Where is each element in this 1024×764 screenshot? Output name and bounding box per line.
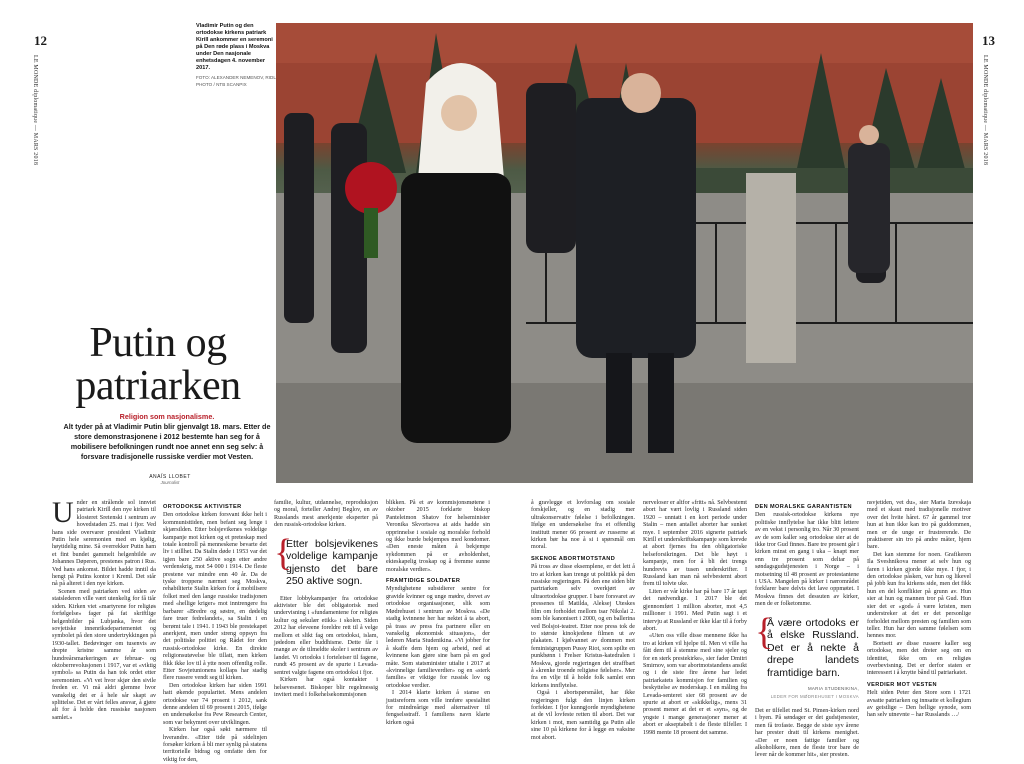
- paragraph: nerveloser er altfor «fritt» nå. Selvbestemt abort har vært lovlig i Russland siden 1920 – unntatt i en kort periode under Stalin – men antallet aborter har sunket mye. I september 2016 signerte patriark Kirill et underskriftskampanje som krevde at abort fjernes fra den obligatoriske helseforsikringen. Det ble høyt i kampanje, men for å bli det trengs hundrevis av tusen underskrifter. I Russland kan man nå selvbestemt abort frem til tolvte uke.: [643, 500, 747, 588]
- column-3: [274, 500, 378, 722]
- paragraph: På tross av disse eksemplene, er det lett å tro at kirken kan trenge ut politikk på den russiske regjeringen. På den ene siden blir partriarken selv overkjørt av ultraortodokse grupper. I bare forsvaret av pressenes til Matilda, Aleksej Uteskes film om forholdet mellom tsar Nikolai 2. som ble kanonisert i 2000, og en ballerina ved Bolsjoi-teatret. Etter noe press tok de to største kinokjedene filmen ut av plakaten. I kjølvannet av dommen mot feministgruppen Pussy Riot, som spilte en punkbønn i Frelser Kristus-katedralen i Moskva, gjorde regjeringen det straffbart å «krenke troende religiøse følelser». Mer fra en vilje til å holde folk samlet enn kirkens innflytelse.: [531, 564, 635, 689]
- photo-illustration: [276, 23, 973, 483]
- subheading: ORTODOKSE AKTIVISTER: [163, 504, 242, 510]
- pull-quote-brace-icon: {: [755, 610, 774, 653]
- paragraph: Også i abortspørsmålet, har ikke regjeringen fulgt den linjen kirken forfekter. I fjor kunngjorde myndighetene at de vil lovfeste retten til abort. Det var kirken i mot, men samtidig ga Putin alle sine 10 på kirkene for å legge en vaksine mot abort.: [531, 690, 635, 741]
- author-name: ANAÏS LLOBET: [149, 474, 191, 480]
- paragraph: «Uten oss ville disse mennene ikke ha tro at kirken vil hjelpe til. Men vi ville ha fått dem til å stemme med sine sjeler og for en sterk prestekirke», sier fader Dmitri Smirnov, som var abortmotstandens ansikt og i de siste fire årene har ledet patriarkatets kommisjon for familien og beskyttelse av moderskap. I en måling fra Levada-senteret sier 68 prosent av de spurte at abort er «skikkelig», mens 31 prosent mener at det er et «syn», og de yngste i mange generasjoner mener at abort er akseptabelt i de fleste tilfeller. I 1998 mente 18 prosent det samme.: [643, 633, 747, 736]
- paragraph: Scenen med patriarken ved siden av statslederen ville vært utenkelig for få tiår siden. Kirken viet «martyrene for religiøs forfølgelse» fager på fat skriftlige helgenbilder på Lubjanka, hvor det sovjetiske innenriksdepartementet og symbolet på den store undertrykkingen på 1930-tallet. Bedøvinger om tusenvis av drepte kristne samme år som hundreårsmarkeringen av februar- og oktoberrevolusjonen i 1917, var et «viktig symbol» sa Putin da han tok ordet etter seremonien. «Vi vet hvor skjør den sivile freden er. Vi må aldri glemme hvor vanskelig det er å hele sår skapt av splittelse. Det er vårt felles ansvar, å gjøre alt for å holde den russiske nasjonen samlet.»: [52, 588, 156, 721]
- paragraph: Kirken har også søkt nærmere til hverandre. «Etter tide på sidelinjen forsøker kirken å bli mer synlig på statens territorielle bidrag og omfatte den for viktig for den,: [163, 727, 267, 763]
- pull-quote-brace-icon: {: [274, 531, 293, 574]
- article-deck: [62, 412, 272, 462]
- paragraph: å gravlegge et lovforslag om sosiale forskjeller, og en stadig mer ultrakonservativ følelse i befolkningen. Ifølge en undersøkelse fra et offentlig institutt mener 66 prosent av russerne at kirken bør ha noe å si i spørsmål om moral.: [531, 500, 635, 551]
- paragraph: Det er tilfellet med St. Pimen-kirken nord i byen. På søndager er det gudstjenester, men få trofaste. Begge de siste syv årene har prester dratt til kirkens menighet. «Der er noen fattige familier og alkoholikere, men de fleste tror bare de lever når de kommer hit», sier presten.: [755, 708, 859, 759]
- column-5: [531, 500, 635, 741]
- photo-caption-text: Vladimir Putin og den ortodokse kirkens patriark Kirill ankommer en seremoni på Den røde plass i Moskva under Den nasjonale enhetsdagen 4. november 2017.: [196, 23, 273, 71]
- article-headline: [40, 322, 276, 408]
- photo-credit: FOTO: ALEXANDER NEMENOV, RIDL PHOTO / NTB SCANPIX: [196, 75, 276, 87]
- column-7: [755, 500, 859, 759]
- paragraph: Liten er vår kirke har på bare 17 år tapt det nødvendige. I 2017 ble det gjennomført 1 million aborter, mot 4,5 millioner i 1991. Med Putin sagt i et intervju at Russland er ikke klar til å forby abort.: [643, 588, 747, 632]
- subheading: FRAMTIDIGE SOLDATER: [386, 578, 461, 585]
- paragraph: Etter lobbykampanjer fra ortodokse aktivister ble det obligatorisk med undervisning i «fundamentene for religiøs kultur og sekulær etikk» i skolen. Siden 2012 har eleveene foreldre rett til å velge mellom et slikt fag om ortodoksi, islam, jødedom eller buddhisme. Dette får i mange av de tilmeldte skoler i sentrum av landet. Vi ortodoks i forteleiser til fagene, rundt 45 prosent av de spurte i Levada-sentret valgte fagene om ortodoksi i fjor.: [274, 595, 378, 676]
- subheading: VERDIER MOT VESTEN: [867, 681, 937, 688]
- pull-quote: [755, 610, 859, 680]
- right-page-number: 13: [982, 33, 995, 48]
- headline-line-2: patriarken: [75, 363, 241, 409]
- subheading: DEN MORALSKE GARANTISTEN: [755, 504, 852, 510]
- column-2: [163, 500, 267, 763]
- author-role: Journalist: [160, 480, 180, 485]
- paragraph: Det kan stemme for noen. Grafikeren Ila Sveshnikova mener at selv hun og faren i kirken gjorde ikke mye. I fjor, i den ortodokse påsken, var hun og likevel på jobb kun fra kirkens side, men det fikk hun en del konflikter på grunn av. Hun sier at hun og mannen tror på Gud. Hun sier det er «god» å være kristen, men understreker at det er det personlige forholdet mellom presten og familien som teller. Hun har den samme følelsen som hennes mor.: [867, 551, 971, 640]
- paragraph: Helt siden Peter den Store som i 1721 avsatte patriarken og innsatte et kollegium av geistlige – Den hellige synode, som han selv utnevnte – har Russlands …/: [867, 690, 971, 719]
- pull-quote-source-name: MARIA STUDENIKINA,: [807, 686, 859, 692]
- article-kicker: Religion som nasjonalisme.: [119, 412, 215, 421]
- paragraph: familie, kultur, utdannelse, reproduksjon og moral, forteller Andrej Beglov, en av Russlands mest anerkjente eksperter på den russisk-ortodokse kirken.: [274, 500, 378, 529]
- article-lead: Alt tyder på at Vladimir Putin blir gjenvalgt 18. mars. Etter de store demonstrasjonene i 2012 bestemte han seg for å mobilisere befolkningen rundt noe annet enn seg selv: å forsvare tradisjonelle russiske verdier mot Vesten.: [63, 422, 271, 461]
- paragraph-text: nder en strålende sol innviet patriark Kirill den nye kirken til klosteret Sretenski i sentrum av hovedstaden 25. mai i fjor. Ved hans side overvarer president Vladimir Putin hele seremonien med en kjølig, høytidelig mine. Så overrekker Putin ham et fint bundet gammelt helgenbilde av Johannes Døperen, prestenes patron i Rus. Ved hans ankomst. Bildet hadde inntil da hengt på Putins kontor i Kreml. Det står nå på alteret i den nye kirken.: [52, 500, 156, 588]
- paragraph: [52, 496, 156, 589]
- right-running-head: LE MONDE diplomatique — MARS 2018: [982, 55, 988, 166]
- paragraph: Den ortodokse kirken har siden 1991 hatt økende popularitet. Mens andelen ortodokse var 74 prosent i 2012, sank denne andelen til 69 prosent i 2015, ifølge en undersøkelse fra Pew Research Center, som var bekymret over utviklingen.: [163, 682, 267, 726]
- subheading: SKENOE ABORTMOTSTAND: [531, 555, 616, 562]
- photo-caption: [196, 23, 276, 88]
- pull-quote-text: Etter bolsjevikenes voldelige kampanje gjensto det bare 250 aktive sogn.: [286, 537, 378, 588]
- paragraph: I 2014 klarte kirken å stanse en justisreform som ville innføre spesialitet for mindreårige med alternativer til fengselsstraff. I familiens navn klarte kirken også: [386, 690, 490, 726]
- paragraph: Myndighetene subsidierer sentre for gravide kvinner og unge mødre, drevet av ortodokse organisasjoner, slik som Mødrehuset i sentrum av Moskva. «De stadig kvinnene her har nektet å ta abort, på trass av press fra partnere eller en vanskelig økonomisk situasjon», der lederen Maria Studenikina. «Vi jobber for å skaffe dem hjem og arbeid, ned at kvinnene kan gjøre sine barn på en god måte. Som statsminister uttalte i 2017 at «kvinnelige familieverdier» og en «sterk familie» er viktige for russisk lov og ortodokse verdier.: [386, 586, 490, 689]
- paragraph: nsvjetiden, vet du», sier Maria Izevskaja med et skaut med tradisjonelle motiver over det hvite håret. 67 år gammel tror hun at hun ikke kan tro på guddommen, men er de unge er frustrerende. De praktiserer sin tro på andre måter, hjem bare.: [867, 500, 971, 551]
- paragraph: Den ortodokse kirken forsvant ikke helt i kommunisttiden, men befant seg lenge i skjærsilden. Etter bolsjevikenes voldelige kampanje mot kirken og et preteskap med totale kontroll på menneskene bevarte det liv i stillhet. Da Stalin døde i 1953 var det igjen bare 250 aktive sogn etter andre verdenskrig, mot 54 000 i 1914. De fleste prestene var mindre enn 40 år. Da de tyske troppene nærmet seg Moskva, rehabiliterte Stalin kirken for å mobilisere folket med den lange russiske tradisjonen med «hellige kriger» mot inntrengere fra barbarer «Bredre og søstre, en dødelig fare truer fedrelandet», sa Stalin i en berømt tale i 1941. I 1943 ble prestekapet anerkjent, men under streng oppsyn fra det politiske politiet og Rådet for den russisk-ortodokse kirke. En direkte religionsutøvelse ble tillatt, men kirken fikk ikke lov til å ytte noen offentlig rolle. Etter Sovjetunionens kollaps har stadig flere russere vendt seg til kirken.: [163, 512, 267, 682]
- paragraph: Den russisk-ortodokse kirkens nye politiske innflytelse har ikke blitt lettere av en vekst i personlig tro. Når 30 prosent av de som kaller seg ortodokse sier at de ikke tror Gud finnes. Bare tre prosent går i kirken minst en gang i uka – knapt mer enn tre prosent som deltar på søndagsgudstjenesten i Norge – i motsetning til 48 prosent av protestantene i USA. Mangelen på kirker i nærområdet forklarer bare delvis det lave oppmøtet. I Moskva finnes det dessuten av kirker, men de er folketomme.: [755, 512, 859, 608]
- drop-cap: U: [52, 496, 74, 529]
- paragraph: Bortsett av disse russere kaller seg ortodokse, men det dreier seg om en identitet, ikke om en religiøs overbevisning. Det er derfor staten er interessert i å knytte bånd til patriarkatet.: [867, 640, 971, 677]
- column-1: [52, 496, 156, 722]
- column-4: [386, 500, 490, 726]
- article-byline: [140, 474, 200, 485]
- pull-quote-source-role: LEDER FOR MØDREHUSET I MOSKVA: [770, 693, 859, 699]
- paragraph: Kirken har også kontakter i helsevesenet. Biskoper blir regelmessig invitert med i folkehelsekommisjonen: [274, 677, 378, 698]
- column-8: [867, 500, 971, 722]
- column-6: [643, 500, 747, 736]
- pull-quote: [274, 531, 378, 588]
- left-running-head: LE MONDE diplomatique — MARS 2018: [32, 55, 38, 166]
- headline-line-1: Putin og: [89, 320, 227, 366]
- pull-quote-text: Å være ortodoks er å elske Russland. Det er å nekte å drepe landets framtidige barn.: [767, 616, 859, 679]
- pull-quote-source: [755, 685, 859, 700]
- left-page-number: 12: [34, 33, 47, 48]
- main-photo: [276, 23, 973, 483]
- paragraph: blikken. På et av kommisjonsmøtene i oktober 2015 forklarte biskop Panteleimon Shatov for helseminister Veronika Skvortsova at aids hadde sin opprinnelse i sosiale og moralske forhold og ikke burde bekjempes med kondomer. «Den eneste måten å bekjempe sykdommen på er avholdenhet, ekteskapelig troskap og å fremme sunne moralske verdier».: [386, 500, 490, 573]
